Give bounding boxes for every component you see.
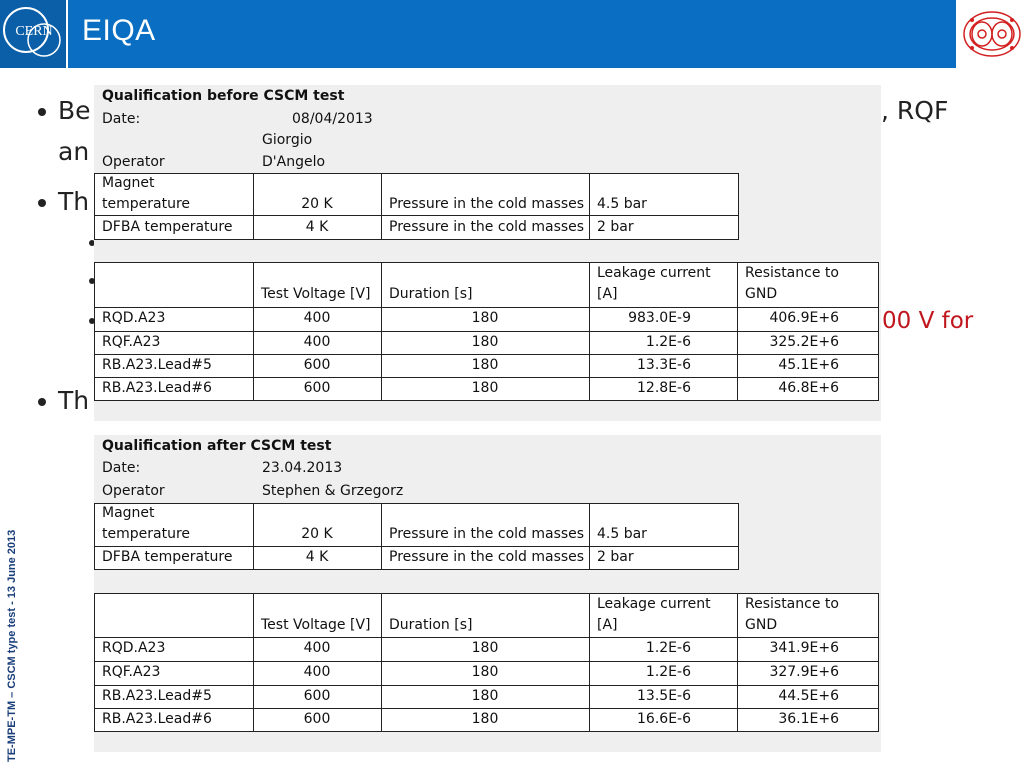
operator-label: Operator (102, 154, 165, 170)
operator-value: Stephen & Grzegorz (262, 483, 404, 499)
magnet-temp-value: 20 K (301, 196, 333, 212)
table-cell-leakage: 1.2E-6 (645, 640, 691, 656)
table-cell-duration: 180 (471, 380, 499, 396)
table-cell-resistance: 406.9E+6 (769, 310, 839, 326)
cern-logo (0, 0, 68, 68)
table-cell-name: RQF.A23 (102, 334, 161, 350)
column-header: Resistance to (745, 596, 839, 612)
table-cell-voltage: 400 (303, 334, 331, 350)
column-header: Duration [s] (389, 617, 473, 633)
table-cell-resistance: 341.9E+6 (769, 640, 839, 656)
table-cell-resistance: 36.1E+6 (778, 711, 839, 727)
table-cell-resistance: 45.1E+6 (778, 357, 839, 373)
dfba-temp-value: 4 K (305, 549, 329, 565)
column-header: Duration [s] (389, 286, 473, 302)
table-cell-name: RQF.A23 (102, 664, 161, 680)
table-cell-voltage: 400 (303, 664, 331, 680)
column-header: [A] (597, 617, 618, 633)
table-cell-leakage: 13.3E-6 (637, 357, 691, 373)
table-cell-duration: 180 (471, 711, 499, 727)
pressure-label: Pressure in the cold masses (389, 526, 585, 542)
slide-title: EIQA (82, 14, 156, 47)
table-cell-voltage: 600 (303, 380, 331, 396)
table-title: Qualification before CSCM test (102, 88, 345, 104)
bullet-marker (38, 108, 46, 116)
table-cell-resistance: 46.8E+6 (778, 380, 839, 396)
operator-value: Giorgio (262, 132, 313, 148)
dfba-temp-value: 4 K (305, 219, 329, 235)
table-cell-name: RQD.A23 (102, 640, 166, 656)
bullet-marker (38, 199, 46, 207)
column-header: [A] (597, 286, 618, 302)
table-cell-leakage: 983.0E-9 (628, 310, 691, 326)
before-cscm-table (94, 85, 881, 421)
grid-line (94, 215, 739, 216)
table-cell-voltage: 600 (303, 357, 331, 373)
table-cell-leakage: 1.2E-6 (645, 664, 691, 680)
after-cscm-table (94, 435, 881, 752)
pressure-value: 4.5 bar (597, 196, 647, 212)
magnet-temp-label: temperature (102, 196, 190, 212)
table-cell-resistance: 325.2E+6 (769, 334, 839, 350)
bullet-text-1: Be (58, 96, 91, 125)
cern-logo-text: CERN (15, 24, 53, 39)
table-cell-resistance: 44.5E+6 (778, 688, 839, 704)
column-header: GND (745, 617, 778, 633)
table-cell-resistance: 327.9E+6 (769, 664, 839, 680)
table-cell-name: RB.A23.Lead#5 (102, 357, 212, 373)
column-header: Test Voltage [V] (261, 617, 371, 633)
pressure-value: 2 bar (597, 549, 634, 565)
table-cell-duration: 180 (471, 310, 499, 326)
pressure-value: 4.5 bar (597, 526, 647, 542)
table-cell-duration: 180 (471, 334, 499, 350)
table-cell-leakage: 12.8E-6 (637, 380, 691, 396)
table-cell-voltage: 600 (303, 688, 331, 704)
table-cell-voltage: 600 (303, 711, 331, 727)
lhc-logo (956, 0, 1024, 68)
table-cell-duration: 180 (471, 640, 499, 656)
table-cell-leakage: 16.6E-6 (637, 711, 691, 727)
table-cell-leakage: 1.2E-6 (645, 334, 691, 350)
operator-label: Operator (102, 483, 165, 499)
title-bar (0, 0, 1024, 68)
magnet-temp-label: Magnet (102, 175, 155, 191)
table-cell-name: RB.A23.Lead#6 (102, 711, 212, 727)
bullet-text-3: Th (58, 386, 90, 415)
bullet-text-1-end: , RQF (881, 96, 949, 125)
dfba-temp-label: DFBA temperature (102, 219, 233, 235)
magnet-temp-value: 20 K (301, 526, 333, 542)
operator-value: D'Angelo (262, 154, 326, 170)
pressure-label: Pressure in the cold masses (389, 196, 585, 212)
pressure-label: Pressure in the cold masses (389, 549, 585, 565)
column-header: Leakage current (597, 265, 711, 281)
dfba-temp-label: DFBA temperature (102, 549, 233, 565)
bullet-text-2: Th (58, 187, 90, 216)
column-header: Test Voltage [V] (261, 286, 371, 302)
table-cell-duration: 180 (471, 664, 499, 680)
table-cell-name: RB.A23.Lead#5 (102, 688, 212, 704)
date-label: Date: (102, 460, 141, 476)
column-header: Leakage current (597, 596, 711, 612)
table-cell-voltage: 400 (303, 640, 331, 656)
column-header: Resistance to (745, 265, 839, 281)
table-cell-leakage: 13.5E-6 (637, 688, 691, 704)
bullet-text-1-cont: an (58, 137, 90, 166)
date-label: Date: (102, 111, 141, 127)
magnet-temp-label: temperature (102, 526, 190, 542)
red-bullet-text: 00 V for (882, 308, 974, 334)
table-cell-voltage: 400 (303, 310, 331, 326)
footer-label: TE-MPE-TM – CSCM type test - 13 June 2013 (6, 529, 18, 762)
table-cell-name: RB.A23.Lead#6 (102, 380, 212, 396)
table-cell-name: RQD.A23 (102, 310, 166, 326)
date-value: 23.04.2013 (262, 460, 343, 476)
table-cell-duration: 180 (471, 357, 499, 373)
column-header: GND (745, 286, 778, 302)
table-cell-duration: 180 (471, 688, 499, 704)
date-value: 08/04/2013 (292, 111, 373, 127)
pressure-label: Pressure in the cold masses (389, 219, 585, 235)
table-title: Qualification after CSCM test (102, 438, 332, 454)
bullet-marker (38, 398, 46, 406)
pressure-value: 2 bar (597, 219, 634, 235)
magnet-temp-label: Magnet (102, 505, 155, 521)
